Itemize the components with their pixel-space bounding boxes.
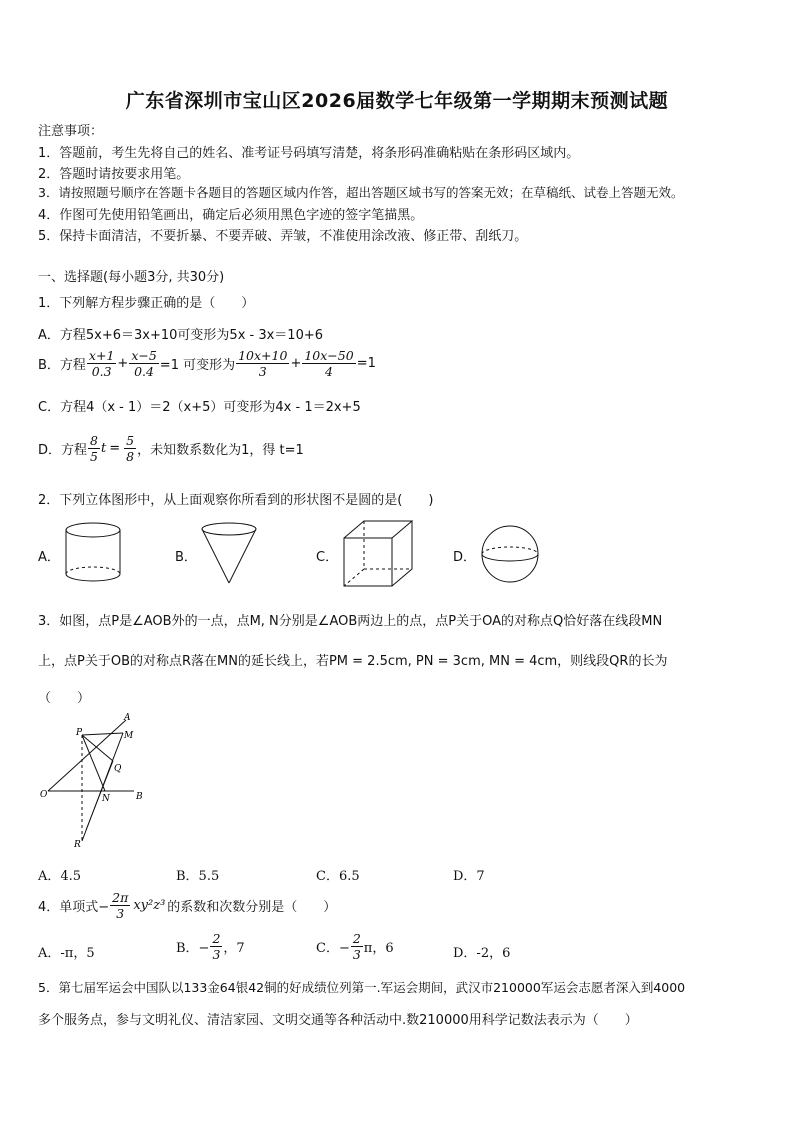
notice-item: 2．答题时请按要求用笔。 xyxy=(38,167,190,182)
numerator: 5 xyxy=(126,433,135,448)
question-3-line3: （ ） xyxy=(38,691,91,706)
equals-sign: = xyxy=(109,441,121,456)
question-1-option-c: C．方程4（x - 1）＝2（x+5）可变形为4x - 1＝2x+5 xyxy=(38,400,361,415)
q4c-prefix: C．− xyxy=(316,941,350,956)
denominator: 3 xyxy=(212,947,221,962)
section-heading: 一、选择题(每小题3分, 共30分) xyxy=(38,270,225,285)
denominator: 4 xyxy=(325,364,333,379)
point-label-r: R xyxy=(74,840,81,850)
point-label-a: A xyxy=(124,713,131,723)
question-5-line1: 5．第七届军运会中国队以133金64银42铜的好成绩位列第一.军运会期间，武汉市210000军运会志愿者深入到4000 xyxy=(38,980,686,995)
question-4-option-c xyxy=(316,931,394,962)
numerator: 2 xyxy=(212,931,221,946)
q4b-suffix: ，7 xyxy=(223,941,245,956)
plus-sign: + xyxy=(290,356,302,371)
numerator: 2π xyxy=(112,890,129,905)
fraction xyxy=(351,931,363,962)
q4c-suffix: π，6 xyxy=(363,941,394,956)
q4-suffix: 的系数和次数分别是（ ） xyxy=(167,900,337,915)
point-label-o: O xyxy=(40,790,48,800)
question-4-stem xyxy=(38,890,336,921)
page-title: 广东省深圳市宝山区2026届数学七年级第一学期期末预测试题 xyxy=(125,90,669,112)
notice-item: 5．保持卡面清洁，不要折暴、不要弄破、弄皱，不准使用涂改液、修正带、刮纸刀。 xyxy=(38,229,528,244)
denominator: 5 xyxy=(90,449,98,464)
fraction xyxy=(88,433,100,464)
question-3-option-a: A．4.5 xyxy=(38,869,82,884)
question-1-option-d xyxy=(38,433,304,464)
denominator: 8 xyxy=(126,449,135,464)
question-1-option-a: A．方程5x+6＝3x+10可变形为5x - 3x＝10+6 xyxy=(38,328,324,343)
question-3-line1: 3．如图，点P是∠AOB外的一点，点M, N分别是∠AOB两边上的点，点P关于OA的对称点Q恰好落在线段MN xyxy=(38,614,663,629)
cylinder-figure xyxy=(62,520,124,586)
question-2-option-c-label: C． xyxy=(316,550,339,565)
option-b-middle: =1 可变形为 xyxy=(159,358,236,373)
fraction xyxy=(87,348,116,379)
fraction xyxy=(110,890,130,921)
denominator: 3 xyxy=(352,947,361,962)
denominator: 0.4 xyxy=(134,364,154,379)
option-b-prefix: B．方程 xyxy=(38,358,86,373)
numerator: 8 xyxy=(90,433,98,448)
question-4-option-a: A．-π，5 xyxy=(38,946,95,961)
question-2-option-a-label: A． xyxy=(38,550,60,565)
point-label-q: Q xyxy=(114,764,122,774)
question-5-line2: 多个服务点，参与文明礼仪、清洁家园、文明交通等各种活动中.数210000用科学记数法表示为（ ） xyxy=(38,1013,638,1028)
point-label-b: B xyxy=(136,792,143,802)
question-4-option-b xyxy=(176,931,245,962)
question-3-option-c: C．6.5 xyxy=(316,869,360,884)
numerator: 10x−50 xyxy=(304,348,354,363)
variable-t: t xyxy=(100,441,107,456)
question-3-option-d: D．7 xyxy=(453,869,485,884)
notice-item: 3．请按照题号顺序在答题卡各题目的答题区域内作答，超出答题区域书写的答案无效；在草稿纸、试卷上答题无效。 xyxy=(38,185,684,200)
sphere-figure xyxy=(478,524,542,584)
notice-item: 4．作图可先使用铅笔画出，确定后必须用黑色字迹的签字笔描黑。 xyxy=(38,208,424,223)
question-2-stem: 2．下列立体图形中，从上面观察你所看到的形状图不是圆的是( ) xyxy=(38,493,434,508)
fraction xyxy=(236,348,289,379)
option-d-prefix: D．方程 xyxy=(38,443,88,458)
question-1-stem: 1．下列解方程步骤正确的是（ ） xyxy=(38,296,255,311)
point-label-p: P xyxy=(76,728,83,738)
cube-figure xyxy=(340,518,416,590)
fraction xyxy=(129,348,158,379)
numerator: x−5 xyxy=(131,348,157,363)
numerator: 10x+10 xyxy=(238,348,288,363)
question-3-line2: 上，点P关于OB的对称点R落在MN的延长线上，若PM = 2.5cm, PN = 3cm, MN = 4cm，则线段QR的长为 xyxy=(38,654,668,669)
numerator: x+1 xyxy=(88,348,115,363)
question-1-option-b xyxy=(38,348,376,379)
notice-heading: 注意事项： xyxy=(38,124,104,139)
fraction xyxy=(210,931,222,962)
point-label-n: N xyxy=(102,794,110,804)
denominator: 0.3 xyxy=(91,364,112,379)
question-4-option-d: D．-2，6 xyxy=(453,946,511,961)
fraction xyxy=(124,433,136,464)
plus-sign: + xyxy=(117,356,129,371)
notice-item: 1．答题前，考生先将自己的姓名、准考证号码填写清楚，将条形码准确粘贴在条形码区域内。 xyxy=(38,146,580,161)
denominator: 3 xyxy=(258,364,267,379)
denominator: 3 xyxy=(116,906,125,921)
question-2-option-b-label: B． xyxy=(175,550,197,565)
q4-prefix: 4．单项式− xyxy=(38,900,110,915)
geometry-figure xyxy=(36,710,156,850)
question-2-option-d-label: D． xyxy=(453,550,477,565)
cone-figure xyxy=(198,521,260,587)
option-d-end: ，未知数系数化为1，得 t=1 xyxy=(137,443,304,458)
q4b-prefix: B．− xyxy=(176,941,210,956)
monomial-term: xy²z³ xyxy=(133,898,166,913)
fraction xyxy=(302,348,355,379)
point-label-m: M xyxy=(124,731,134,741)
option-b-end: =1 xyxy=(356,356,376,371)
question-3-option-b: B．5.5 xyxy=(176,869,220,884)
numerator: 2 xyxy=(352,931,361,946)
